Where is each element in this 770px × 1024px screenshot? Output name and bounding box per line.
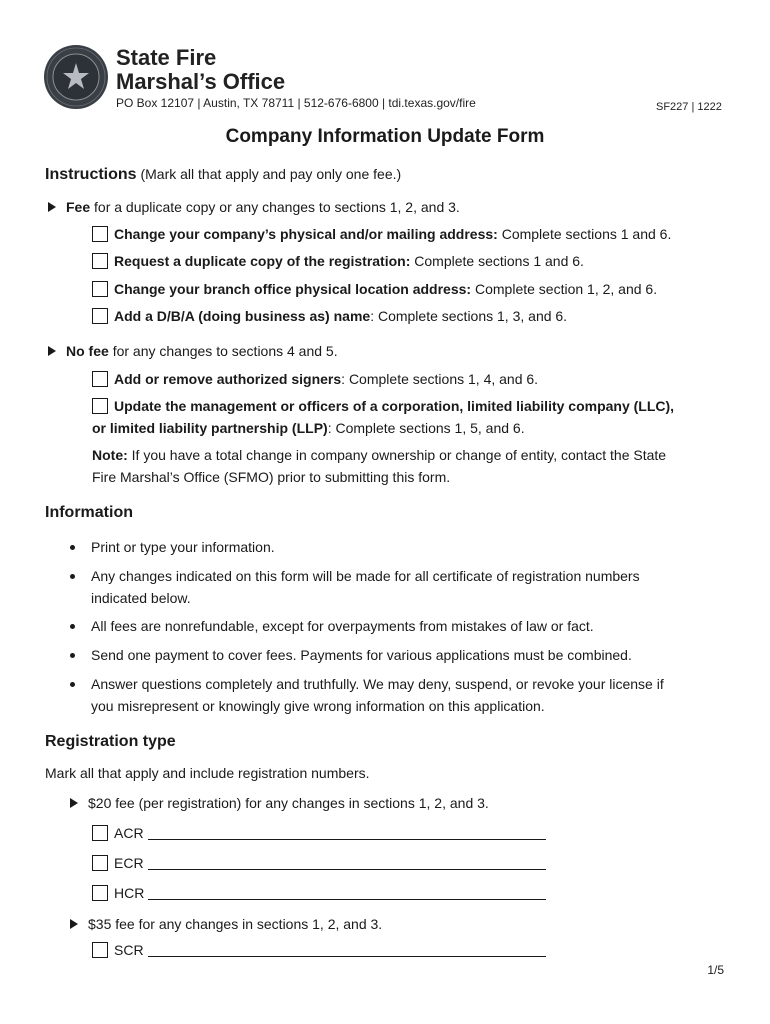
info-bullet-0: Print or type your information. <box>91 539 275 555</box>
instructions-heading-row <box>45 163 401 186</box>
info-bullet-4-cont: you misrepresent or knowingly give wrong information on this application. <box>91 698 545 714</box>
note-text: If you have a total change in company ownership or change of entity, contact the State <box>131 447 667 463</box>
checkbox[interactable] <box>92 825 108 841</box>
reg-hcr <box>92 882 546 904</box>
state-fire-marshal-seal <box>44 45 108 109</box>
bullet-icon <box>70 545 75 550</box>
nofee-item-1-cont <box>92 417 525 439</box>
reg-label: ACR <box>114 825 144 841</box>
reg-label: SCR <box>114 942 144 958</box>
fee-item-bold: Add a D/B/A (doing business as) name <box>114 308 371 324</box>
page-title: Company Information Update Form <box>225 126 545 147</box>
fee-item-rest: Complete sections 1 and 6. <box>501 226 672 242</box>
instructions-heading: Instructions <box>45 166 137 183</box>
scr-number-field[interactable] <box>148 942 546 957</box>
registration-intro: Mark all that apply and include registration numbers. <box>45 765 370 781</box>
nofee-text: for any changes to sections 4 and 5. <box>112 343 338 359</box>
triangle-bullet-icon <box>70 798 78 808</box>
fee-item-2 <box>92 278 657 300</box>
bullet-icon <box>70 653 75 658</box>
page-number: 1/5 <box>707 963 724 977</box>
contact-info: PO Box 12107 | Austin, TX 78711 | 512-676-6800 | tdi.texas.gov/fire <box>116 96 476 110</box>
org-name-line2: Marshal’s Office <box>116 69 286 94</box>
fee-text: for a duplicate copy or any changes to sections 1, 2, and 3. <box>94 199 460 215</box>
note-label: Note: <box>92 447 128 463</box>
fee-label: Fee <box>66 199 91 215</box>
triangle-bullet-icon <box>48 202 56 212</box>
note-line2: Fire Marshal’s Office (SFMO) prior to submitting this form. <box>92 469 451 485</box>
fee-item-rest: : Complete sections 1, 3, and 6. <box>370 308 568 324</box>
checkbox[interactable] <box>92 253 108 269</box>
nofee-item-bold: or limited liability partnership (LLP) <box>92 420 328 436</box>
info-bullet-1-cont: indicated below. <box>91 590 191 606</box>
nofee-row <box>48 340 338 362</box>
checkbox[interactable] <box>92 398 108 414</box>
nofee-label: No fee <box>66 343 109 359</box>
nofee-item-rest: : Complete sections 1, 4, and 6. <box>341 371 539 387</box>
nofee-item-bold: Add or remove authorized signers <box>114 371 342 387</box>
note-line1 <box>92 444 666 466</box>
hcr-number-field[interactable] <box>148 885 546 900</box>
checkbox[interactable] <box>92 308 108 324</box>
bullet-icon <box>70 624 75 629</box>
info-bullet-4: Answer questions completely and truthfully. We may deny, suspend, or revoke your license if <box>91 676 664 692</box>
bullet-icon <box>70 574 75 579</box>
form-number: SF227 | 1222 <box>656 101 722 113</box>
fee-row <box>48 196 460 218</box>
reg-acr <box>92 822 546 844</box>
checkbox[interactable] <box>92 855 108 871</box>
fee-item-bold: Request a duplicate copy of the registration: <box>114 253 411 269</box>
reg-label: ECR <box>114 855 144 871</box>
checkbox[interactable] <box>92 942 108 958</box>
info-bullet-2: All fees are nonrefundable, except for overpayments from mistakes of law or fact. <box>91 618 594 634</box>
nofee-item-1 <box>92 395 674 417</box>
triangle-bullet-icon <box>48 346 56 356</box>
bullet-icon <box>70 682 75 687</box>
checkbox[interactable] <box>92 226 108 242</box>
triangle-bullet-icon <box>70 919 78 929</box>
fee-item-bold: Change your company’s physical and/or mailing address: <box>114 226 498 242</box>
nofee-item-0 <box>92 368 538 390</box>
ecr-number-field[interactable] <box>148 855 546 870</box>
fee-item-bold: Change your branch office physical location address: <box>114 281 472 297</box>
nofee-item-rest: : Complete sections 1, 5, and 6. <box>327 420 525 436</box>
reg-scr <box>92 939 546 961</box>
org-name-line1: State Fire <box>116 45 217 70</box>
reg-label: HCR <box>114 885 145 901</box>
fee-item-rest: Complete section 1, 2, and 6. <box>474 281 658 297</box>
fee-item-3 <box>92 305 567 327</box>
instructions-note: (Mark all that apply and pay only one fee.) <box>140 166 402 182</box>
fee-item-rest: Complete sections 1 and 6. <box>414 253 584 269</box>
checkbox[interactable] <box>92 885 108 901</box>
registration-heading: Registration type <box>45 733 176 750</box>
checkbox[interactable] <box>92 281 108 297</box>
nofee-item-bold: Update the management or officers of a corporation, limited liability company (LLC), <box>114 398 675 414</box>
fee-item-0 <box>92 223 671 245</box>
reg-ecr <box>92 852 546 874</box>
fee20-text: $20 fee (per registration) for any changes in sections 1, 2, and 3. <box>88 795 489 811</box>
information-heading: Information <box>45 504 133 521</box>
acr-number-field[interactable] <box>148 825 546 840</box>
checkbox[interactable] <box>92 371 108 387</box>
fee-item-1 <box>92 250 584 272</box>
info-bullet-3: Send one payment to cover fees. Payments for various applications must be combined. <box>91 647 632 663</box>
fee35-text: $35 fee for any changes in sections 1, 2, and 3. <box>88 916 383 932</box>
info-bullet-1: Any changes indicated on this form will be made for all certificate of registration numbers <box>91 568 640 584</box>
fee20-row <box>70 792 489 814</box>
fee35-row <box>70 913 382 935</box>
